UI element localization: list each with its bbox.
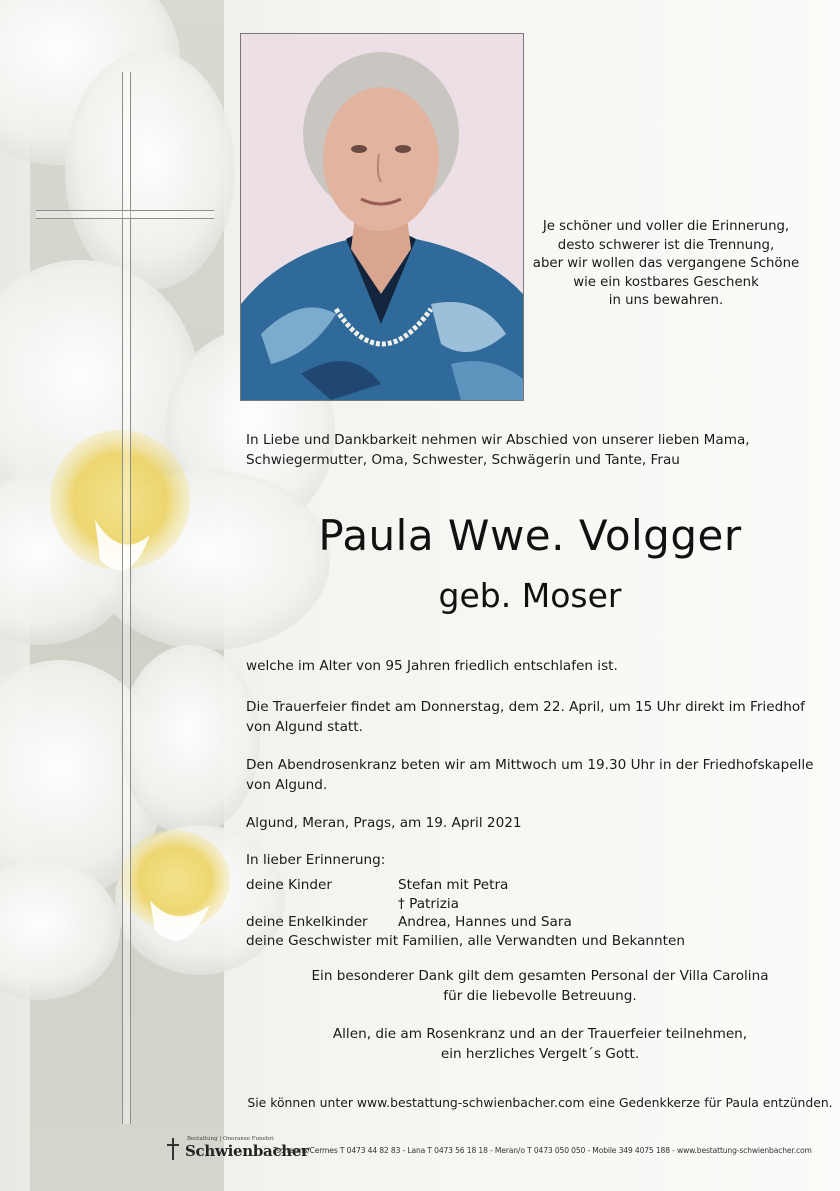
mourners-heading-text: In lieber Erinnerung: <box>246 852 386 868</box>
rosary-info <box>246 755 826 795</box>
portrait-photo <box>240 33 524 401</box>
thanks-line: Allen, die am Rosenkranz und an der Trauerfeier teilnehmen, <box>332 1026 748 1042</box>
memorial-quote <box>528 218 804 311</box>
age-line: welche im Alter von 95 Jahren friedlich entschlafen ist. <box>246 658 618 674</box>
cross-vertical-beam <box>122 72 131 1124</box>
funeral-line: Die Trauerfeier findet am Donnerstag, dem 22. April, um 15 Uhr direkt im Friedhof <box>246 699 805 715</box>
special-thanks <box>240 966 840 1006</box>
mourner-names: † Patrizia <box>398 896 459 912</box>
farewell-intro <box>246 430 816 470</box>
logo-name: Schwienbacher <box>185 1142 309 1160</box>
funeral-line: von Algund statt. <box>246 719 363 735</box>
rosary-line: Den Abendrosenkranz beten wir am Mittwoch um 19.30 Uhr in der Friedhofskapelle <box>246 757 814 773</box>
logo-cross-icon <box>165 1136 181 1162</box>
rosary-line: von Algund. <box>246 777 328 793</box>
deceased-name: Paula Wwe. Volgger <box>318 511 742 560</box>
intro-line: In Liebe und Dankbarkeit nehmen wir Abschied von unserer lieben Mama, <box>246 432 750 448</box>
cross-horizontal-beam <box>36 210 214 219</box>
maiden-name: geb. Moser <box>438 576 622 615</box>
intro-line: Schwiegermutter, Oma, Schwester, Schwägerin und Tante, Frau <box>246 452 680 468</box>
quote-line: in uns bewahren. <box>608 293 724 309</box>
mourner-names: Andrea, Hannes und Sara <box>398 914 572 930</box>
orchid-petal <box>120 645 260 835</box>
mourner-label: deine Kinder <box>246 877 332 893</box>
orchid-center <box>120 830 230 930</box>
thanks-line: für die liebevolle Betreuung. <box>443 988 637 1004</box>
thanks-line: Ein besonderer Dank gilt dem gesamten Personal der Villa Carolina <box>311 968 769 984</box>
mourner-label: deine Enkelkinder <box>246 914 368 930</box>
candle-notice: Sie können unter www.bestattung-schwienbacher.com eine Gedenkkerze für Paula entzünden. <box>247 1095 833 1110</box>
mourners-heading <box>246 850 826 870</box>
logo-tagline: Bestattung | Onoranze Funebri <box>187 1136 274 1142</box>
portrait-illustration <box>241 34 523 400</box>
thanks-line: ein herzliches Vergelt´s Gott. <box>440 1046 640 1062</box>
orchid-petal <box>65 50 235 290</box>
place-date-line: Algund, Meran, Prags, am 19. April 2021 <box>246 815 522 831</box>
quote-line: aber wir wollen das vergangene Schöne <box>532 256 800 272</box>
age-statement <box>246 656 826 676</box>
mourner-names: Stefan mit Petra <box>398 877 509 893</box>
quote-line: wie ein kostbares Geschenk <box>573 274 759 290</box>
place-date <box>246 813 826 833</box>
funeral-info <box>246 697 826 737</box>
quote-line: desto schwerer ist die Trennung, <box>557 237 775 253</box>
funeral-home-footer <box>165 1136 825 1176</box>
footer-contacts: Tscherms/Cermes T 0473 44 82 83 - Lana T 0473 56 18 18 - Meran/o T 0473 050 050 - Mobile 349 4075 188 - www.bestattung-schwienbacher.com <box>273 1146 812 1155</box>
mourner-siblings: deine Geschwister mit Familien, alle Verwandten und Bekannten <box>246 933 685 949</box>
quote-line: Je schöner und voller die Erinnerung, <box>542 219 790 234</box>
attendee-thanks <box>240 1024 840 1064</box>
